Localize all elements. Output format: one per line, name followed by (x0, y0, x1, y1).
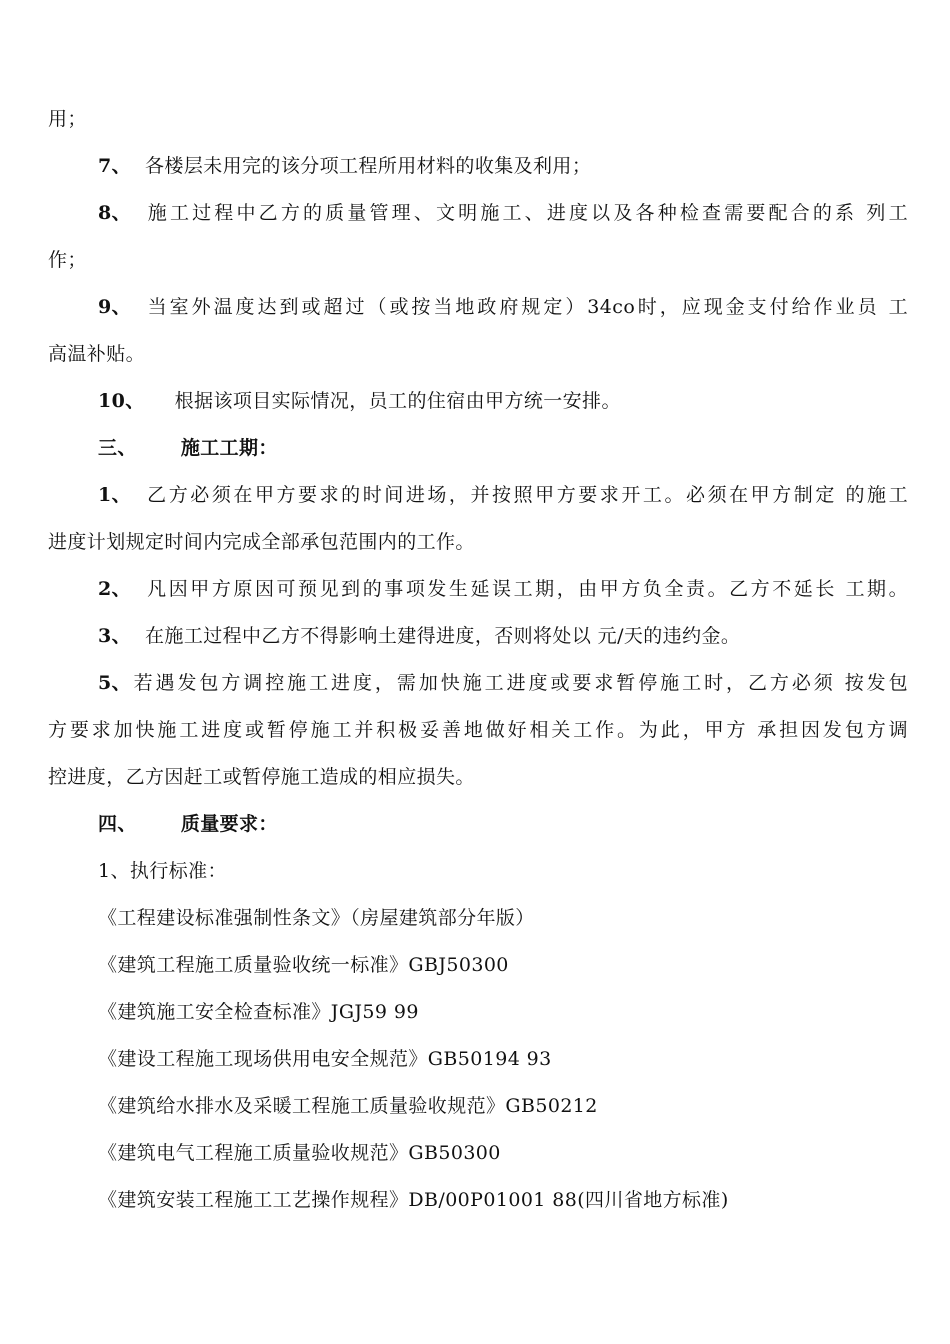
line-text: 进度计划规定时间内完成全部承包范围内的工作。 (48, 531, 475, 553)
list-item (98, 293, 908, 321)
line-text: 方要求加快施工进度或暂停施工并积极妥善地做好相关工作。为此，甲方 承担因发包方调 (48, 719, 908, 741)
list-item (98, 575, 908, 603)
section-title: 施工工期： (180, 437, 278, 459)
line-text: 作； (48, 249, 87, 271)
standard-text: 《建筑电气工程施工质量验收规范》GB50300 (98, 1142, 501, 1164)
item-number: 7、 (98, 155, 132, 177)
item-text: 凡因甲方原因可预见到的事项发生延误工期，由甲方负全责。乙方不延长 工期。 (145, 578, 908, 600)
paragraph-line (48, 340, 908, 368)
item-number: 9、 (98, 296, 132, 318)
item-text: 在施工过程中乙方不得影响土建得进度，否则将处以 元/天的违约金。 (145, 625, 741, 647)
section-heading (98, 434, 908, 462)
item-number: 8、 (98, 202, 132, 224)
standard-text: 《建筑给水排水及采暖工程施工质量验收规范》GB50212 (98, 1095, 598, 1117)
standard-text: 《工程建设标准强制性条文》（房屋建筑部分年版） (98, 907, 535, 929)
standard-item (98, 998, 908, 1026)
item-number: 2、 (98, 578, 132, 600)
line-text: 用； (48, 108, 87, 130)
standard-item (98, 1139, 908, 1167)
standard-text: 《建筑工程施工质量验收统一标准》GBJ50300 (98, 954, 509, 976)
section-number: 三、 (98, 437, 137, 459)
paragraph-line (48, 528, 908, 556)
standard-text: 《建筑安装工程施工工艺操作规程》DB/00P01001 88(四川省地方标准) (98, 1189, 729, 1211)
section-number: 四、 (98, 813, 137, 835)
paragraph-line (48, 763, 908, 791)
section-title: 质量要求： (180, 813, 278, 835)
item-number: 5、 (98, 672, 132, 694)
standard-item (98, 951, 908, 979)
paragraph-line (48, 716, 908, 744)
item-text: 当室外温度达到或超过（或按当地政府规定）34co时，应现金支付给作业员 工 (145, 296, 908, 318)
item-number: 1、 (98, 484, 132, 506)
standard-text: 《建筑施工安全检查标准》JGJ59 99 (98, 1001, 419, 1023)
standard-item (98, 1186, 908, 1214)
standard-text: 《建设工程施工现场供用电安全规范》GB50194 93 (98, 1048, 552, 1070)
line-text: 高温补贴。 (48, 343, 146, 365)
list-item (98, 622, 908, 650)
item-text: 施工过程中乙方的质量管理、文明施工、进度以及各种检查需要配合的系 列工 (145, 202, 908, 224)
list-item (98, 152, 908, 180)
standard-item (98, 1045, 908, 1073)
paragraph-line (48, 246, 908, 274)
item-text: 乙方必须在甲方要求的时间进场，并按照甲方要求开工。必须在甲方制定 的施工 (145, 484, 908, 506)
list-item (98, 481, 908, 509)
line-text: 1、执行标准： (98, 860, 227, 882)
item-number: 3、 (98, 625, 132, 647)
list-item (98, 669, 908, 697)
list-item (98, 387, 908, 415)
paragraph-line (48, 105, 908, 133)
standard-item (98, 1092, 908, 1120)
item-text: 若遇发包方调控施工进度，需加快施工进度或要求暂停施工时，乙方必须 按发包 (131, 672, 908, 694)
list-item (98, 199, 908, 227)
item-number: 10、 (98, 390, 145, 412)
standard-item (98, 904, 908, 932)
section-heading (98, 810, 908, 838)
item-text: 根据该项目实际情况，员工的住宿由甲方统一安排。 (174, 390, 621, 412)
paragraph-line (98, 857, 908, 885)
line-text: 控进度，乙方因赶工或暂停施工造成的相应损失。 (48, 766, 475, 788)
item-text: 各楼层未用完的该分项工程所用材料的收集及利用； (145, 155, 592, 177)
